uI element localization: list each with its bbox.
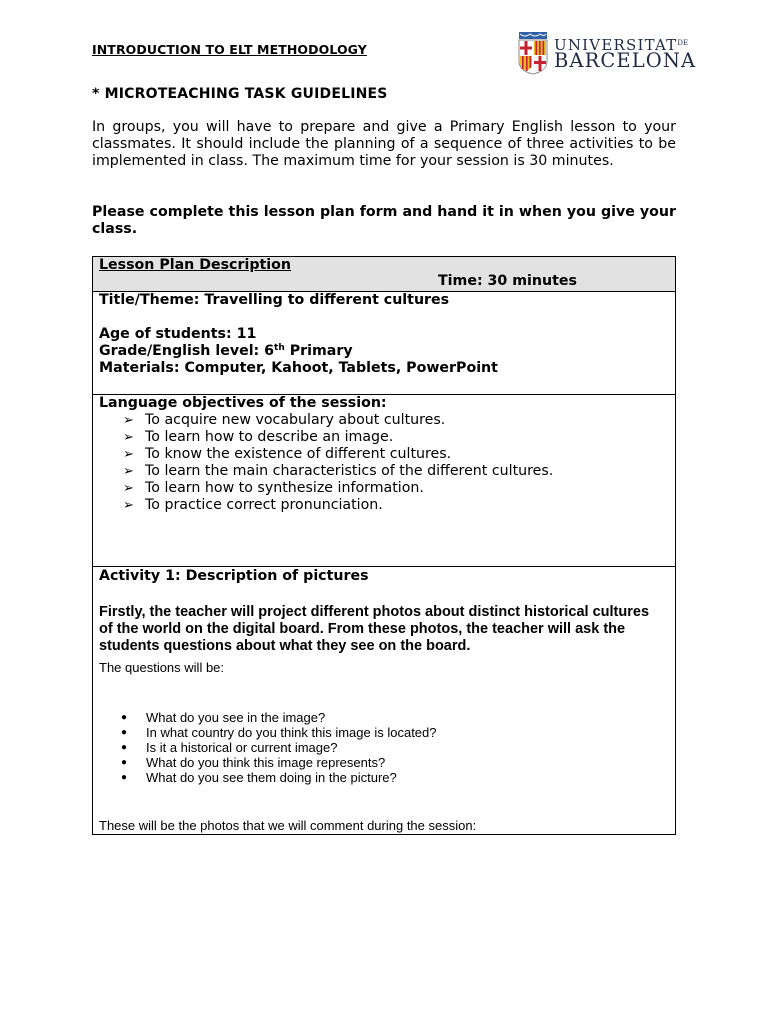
title-theme: Title/Theme: Travelling to different cultures [99,292,450,308]
arrowhead-bullet-icon: ➢ [123,481,134,496]
instruction-paragraph: Please complete this lesson plan form and hand it in when you give your class. [92,204,676,237]
question-text: What do you think this image represents? [146,755,386,770]
university-logo [516,31,697,75]
grade-level [99,343,675,360]
objectives-list [99,412,675,514]
objective-item [123,463,675,480]
round-bullet-icon: ● [121,742,128,753]
round-bullet-icon: ● [121,757,128,768]
lesson-plan-header [93,257,675,292]
university-crest-icon [516,31,550,75]
objective-item [123,497,675,514]
question-item [113,770,437,785]
lesson-info-cell [93,292,675,395]
objective-item [123,480,675,497]
question-text: Is it a historical or current image? [146,740,338,755]
arrowhead-bullet-icon: ➢ [123,464,134,479]
logo-wordmark-suffix: DE [677,39,689,47]
round-bullet-icon: ● [121,712,128,723]
objectives-cell [93,395,675,567]
objective-text: To practice correct pronunciation. [145,497,383,513]
activity-1-description: Firstly, the teacher will project different photos about distinct historical cultures of the world on the digital board. From these photos, the teacher will ask the students questions about what they see on the board. [99,604,650,654]
arrowhead-bullet-icon: ➢ [123,430,134,445]
logo-wordmark-line2: BARCELONA [554,49,697,72]
question-text: In what country do you think this image is located? [146,725,437,740]
objective-text: To learn how to synthesize information. [145,480,424,496]
materials: Materials: Computer, Kahoot, Tablets, PowerPoint [99,360,498,376]
grade-prefix: Grade/English level: 6 [99,343,275,359]
grade-ordinal: th [274,343,285,353]
photos-note: These will be the photos that we will comment during the session: [99,818,477,833]
objective-item [123,446,675,463]
spacer [99,309,675,326]
course-title: INTRODUCTION TO ELT METHODOLOGY [92,42,367,57]
objective-item [123,429,675,446]
activity-1-title: Activity 1: Description of pictures [99,568,369,584]
age-of-students: Age of students: 11 [99,326,257,342]
arrowhead-bullet-icon: ➢ [123,498,134,513]
question-item [113,740,437,755]
round-bullet-icon: ● [121,772,128,783]
objective-text: To know the existence of different cultures. [145,446,452,462]
objectives-title: Language objectives of the session: [99,395,387,411]
grade-suffix: Primary [284,343,353,359]
objective-text: To learn how to describe an image. [145,429,394,445]
question-item [113,710,437,725]
objective-text: To acquire new vocabulary about cultures. [145,412,446,428]
arrowhead-bullet-icon: ➢ [123,413,134,428]
arrowhead-bullet-icon: ➢ [123,447,134,462]
question-item [113,755,437,770]
intro-paragraph: In groups, you will have to prepare and give a Primary English lesson to your classmates. It should include the planning of a sequence of three activities to be implemented in class. The maximum time for your session is 30 minutes. [92,119,676,169]
objective-item [123,412,675,429]
questions-intro: The questions will be: [99,660,225,675]
question-item [113,725,437,740]
section-title: * MICROTEACHING TASK GUIDELINES [92,86,388,102]
logo-wordmark-line1: UNIVERSITAT [554,36,678,54]
questions-list [113,710,437,785]
question-text: What do you see in the image? [146,710,326,725]
lesson-time: Time: 30 minutes [438,273,577,289]
objective-text: To learn the main characteristics of the different cultures. [145,463,554,479]
question-text: What do you see them doing in the picture? [146,770,397,785]
round-bullet-icon: ● [121,727,128,738]
activity-1-cell [93,567,675,834]
lesson-plan-table [92,256,676,835]
lesson-plan-title: Lesson Plan Description [99,257,291,273]
